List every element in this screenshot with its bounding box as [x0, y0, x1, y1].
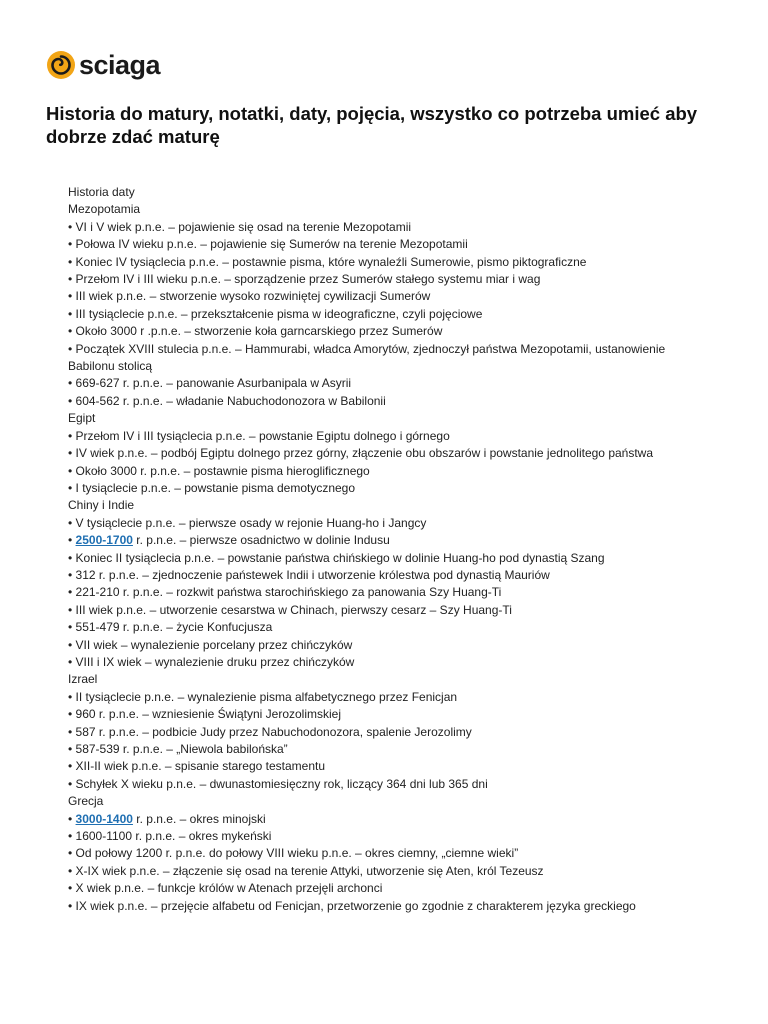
- text-line: • 312 r. p.n.e. – zjednoczenie państewek Indii i utworzenie królestwa pod dynastią Mauriów: [68, 567, 550, 582]
- text-line: Chiny i Indie: [68, 498, 135, 513]
- text-line: • Od połowy 1200 r. p.n.e. do połowy VIII wieku p.n.e. – okres ciemny, „ciemne wieki”: [68, 846, 519, 861]
- text-line: • 551-479 r. p.n.e. – życie Konfucjusza: [68, 620, 273, 635]
- text-line: Mezopotamia: [68, 202, 141, 217]
- line-text: r. p.n.e. – pierwsze osadnictwo w dolinie Indusu: [132, 533, 390, 548]
- text-line: • Początek XVIII stulecia p.n.e. – Hammurabi, władca Amorytów, zjednoczył państwa Mezopotamii, ustanowienie Babilonu stolicą: [68, 341, 666, 374]
- text-line: • III wiek p.n.e. – utworzenie cesarstwa w Chinach, pierwszy cesarz – Szy Huang-Ti: [68, 602, 512, 617]
- text-line: [68, 532, 708, 549]
- text-line: • 1600-1100 r. p.n.e. – okres mykeński: [68, 829, 272, 844]
- text-line: • 960 r. p.n.e. – wzniesienie Świątyni Jerozolimskiej: [68, 707, 341, 722]
- bullet-prefix: •: [68, 811, 76, 826]
- text-line: • 669-627 r. p.n.e. – panowanie Asurbanipala w Asyrii: [68, 376, 352, 391]
- bullet-prefix: •: [68, 533, 76, 548]
- text-line: • XII-II wiek p.n.e. – spisanie starego testamentu: [68, 759, 325, 774]
- text-line: • I tysiąclecie p.n.e. – powstanie pisma demotycznego: [68, 480, 356, 495]
- text-line: • Około 3000 r. p.n.e. – postawnie pisma hieroglificznego: [68, 463, 370, 478]
- text-line: • Przełom IV i III wieku p.n.e. – sporządzenie przez Sumerów stałego systemu miar i wag: [68, 272, 541, 287]
- text-line: Historia daty: [68, 185, 135, 199]
- page-title: Historia do matury, notatki, daty, pojęcia, wszystko co potrzeba umieć aby dobrze zdać maturę: [46, 103, 698, 147]
- logo-wordmark: sciaga: [79, 50, 161, 80]
- text-line: • VII wiek – wynalezienie porcelany przez chińczyków: [68, 637, 353, 652]
- text-line: • III wiek p.n.e. – stworzenie wysoko rozwiniętej cywilizacji Sumerów: [68, 289, 431, 304]
- text-line: Izrael: [68, 672, 98, 687]
- text-line: • Około 3000 r .p.n.e. – stworzenie koła garncarskiego przez Sumerów: [68, 324, 443, 339]
- sun-spiral-icon: [46, 50, 76, 80]
- text-line: • X-IX wiek p.n.e. – złączenie się osad na terenie Attyki, utworzenie się Aten, król Tezeusz: [68, 863, 544, 878]
- text-line: • Przełom IV i III tysiąclecia p.n.e. – powstanie Egiptu dolnego i górnego: [68, 428, 450, 443]
- text-line: • VIII i IX wiek – wynalezienie druku przez chińczyków: [68, 654, 355, 669]
- text-line: • IV wiek p.n.e. – podbój Egiptu dolnego przez górny, złączenie obu obszarów i powstanie jednolitego państwa: [68, 446, 654, 461]
- date-link[interactable]: 2500-1700: [75, 533, 133, 548]
- text-line: • VI i V wiek p.n.e. – pojawienie się osad na terenie Mezopotamii: [68, 219, 412, 234]
- text-line: • 587-539 r. p.n.e. – „Niewola babilońska”: [68, 742, 288, 756]
- text-line: • 587 r. p.n.e. – podbicie Judy przez Nabuchodonozora, spalenie Jerozolimy: [68, 724, 472, 739]
- text-line: • IX wiek p.n.e. – przejęcie alfabetu od Fenicjan, przetworzenie go zgodnie z charakterem języka greckiego: [68, 898, 636, 913]
- site-logo[interactable]: [46, 50, 160, 80]
- text-line: • X wiek p.n.e. – funkcje królów w Atenach przejęli archonci: [68, 881, 383, 896]
- text-line: • Połowa IV wieku p.n.e. – pojawienie się Sumerów na terenie Mezopotamii: [68, 237, 468, 252]
- text-line: • Schyłek X wieku p.n.e. – dwunastomiesięczny rok, liczący 364 dni lub 365 dni: [68, 776, 488, 791]
- document-body: [68, 184, 708, 915]
- text-line: • 221-210 r. p.n.e. – rozkwit państwa starochińskiego za panowania Szy Huang-Ti: [68, 585, 502, 600]
- text-line: Grecja: [68, 794, 104, 809]
- text-line: • II tysiąclecie p.n.e. – wynalezienie pisma alfabetycznego przez Fenicjan: [68, 689, 458, 704]
- text-line: Egipt: [68, 411, 96, 426]
- line-text: r. p.n.e. – okres minojski: [132, 811, 266, 826]
- date-link[interactable]: 3000-1400: [75, 811, 133, 826]
- text-line: • Koniec II tysiąclecia p.n.e. – powstanie państwa chińskiego w dolinie Huang-ho pod dynastią Szang: [68, 550, 605, 565]
- text-line: • III tysiąclecie p.n.e. – przekształcenie pisma w ideograficzne, czyli pojęciowe: [68, 306, 483, 321]
- text-line: • 604-562 r. p.n.e. – władanie Nabuchodonozora w Babilonii: [68, 393, 386, 408]
- text-line: [68, 811, 708, 828]
- text-line: • Koniec IV tysiąclecia p.n.e. – postawnie pisma, które wynaleźli Sumerowie, pismo piktograficzne: [68, 254, 587, 269]
- text-line: • V tysiąclecie p.n.e. – pierwsze osady w rejonie Huang-ho i Jangcy: [68, 515, 427, 530]
